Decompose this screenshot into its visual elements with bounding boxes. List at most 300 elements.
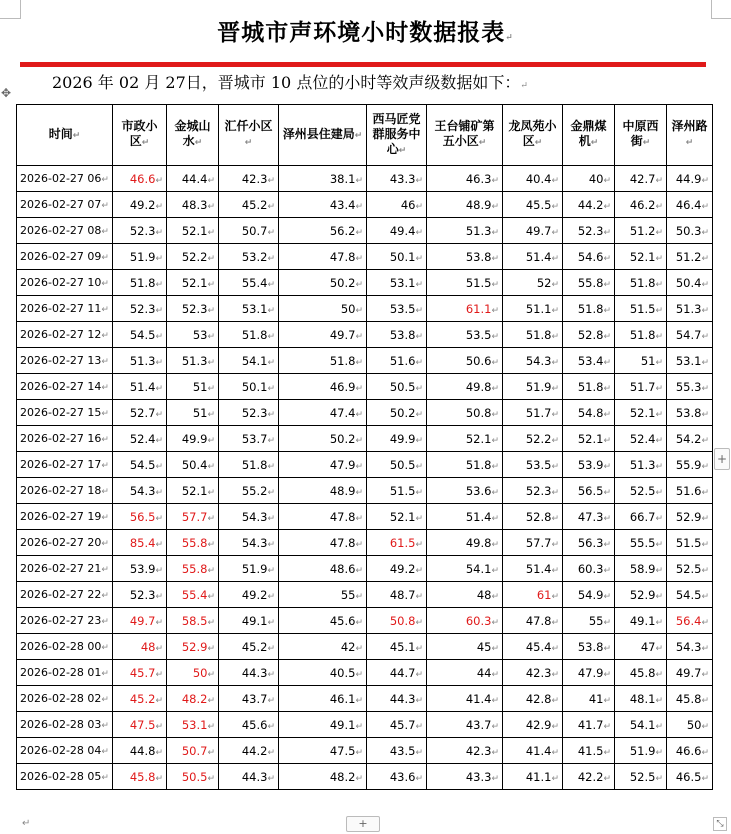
- value-text: 51.8: [629, 275, 656, 290]
- value-cell: [563, 426, 615, 452]
- value-text: 42.3: [465, 743, 492, 758]
- value-cell: [219, 374, 279, 400]
- value-cell: [219, 244, 279, 270]
- value-cell: [563, 244, 615, 270]
- value-cell: [667, 218, 713, 244]
- time-cell: [17, 634, 113, 660]
- value-cell: [367, 738, 427, 764]
- value-cell: [279, 504, 367, 530]
- paragraph-mark-icon: ↵: [603, 513, 611, 524]
- paragraph-mark-icon: ↵: [355, 305, 363, 316]
- value-text: 51.3: [629, 457, 656, 472]
- value-cell: [427, 426, 503, 452]
- paragraph-mark-icon: ↵: [207, 513, 215, 524]
- value-text: 55: [588, 613, 604, 628]
- paragraph-mark-icon: ↵: [603, 669, 611, 680]
- value-cell: [563, 556, 615, 582]
- value-text: 52.3: [129, 223, 156, 238]
- value-text: 51.4: [525, 561, 552, 576]
- paragraph-mark-icon: ↵: [355, 383, 363, 394]
- paragraph-mark-icon: ↵: [655, 409, 663, 420]
- paragraph-mark-icon: ↵: [415, 721, 423, 732]
- value-text: 61: [536, 587, 552, 602]
- column-header: [615, 105, 667, 166]
- value-cell: [615, 452, 667, 478]
- time-value: 2026-02-27 11: [20, 302, 102, 315]
- paragraph-mark-icon: ↵: [415, 513, 423, 524]
- paragraph-mark-icon: ↵: [551, 591, 559, 602]
- value-cell: [503, 244, 563, 270]
- value-text: 55.8: [577, 275, 604, 290]
- value-cell: [563, 764, 615, 790]
- paragraph-mark-icon: ↵: [207, 773, 215, 784]
- time-cell: [17, 426, 113, 452]
- paragraph-mark-icon: ↵: [207, 279, 215, 290]
- value-cell: [427, 738, 503, 764]
- value-cell: [615, 270, 667, 296]
- value-text: 50.7: [241, 223, 268, 238]
- paragraph-mark-icon: ↵: [155, 721, 163, 732]
- value-text: 52.7: [129, 405, 156, 420]
- value-cell: [279, 660, 367, 686]
- paragraph-mark-icon: ↵: [101, 565, 109, 575]
- paragraph-mark-icon: ↵: [551, 357, 559, 368]
- value-text: 48.7: [389, 587, 416, 602]
- value-text: 55.5: [629, 535, 656, 550]
- paragraph-mark-icon: ↵: [655, 435, 663, 446]
- paragraph-mark-icon: ↵: [551, 201, 559, 212]
- value-cell: [367, 322, 427, 348]
- value-cell: [503, 218, 563, 244]
- paragraph-mark-icon: ↵: [155, 591, 163, 602]
- value-text: 42.3: [525, 665, 552, 680]
- value-cell: [427, 166, 503, 192]
- time-cell: [17, 608, 113, 634]
- table-row: [17, 452, 713, 478]
- paragraph-mark-icon: ↵: [655, 201, 663, 212]
- paragraph-mark-icon: ↵: [267, 357, 275, 368]
- value-cell: [615, 322, 667, 348]
- value-text: 50.8: [465, 405, 492, 420]
- table-resize-handle-icon[interactable]: ⤡: [713, 817, 727, 831]
- value-text: 49.8: [465, 379, 492, 394]
- value-cell: [167, 270, 219, 296]
- value-cell: [563, 322, 615, 348]
- value-text: 49.7: [675, 665, 702, 680]
- value-text: 47.8: [525, 613, 552, 628]
- paragraph-mark-icon: ↵: [267, 409, 275, 420]
- paragraph-mark-icon: ↵: [207, 253, 215, 264]
- paragraph-mark-icon: ↵: [267, 305, 275, 316]
- value-text: 85.4: [129, 535, 156, 550]
- paragraph-mark-icon: ↵: [355, 513, 363, 524]
- paragraph-mark-icon: ↵: [355, 591, 363, 602]
- paragraph-mark-icon: ↵: [155, 305, 163, 316]
- value-cell: [167, 660, 219, 686]
- value-text: 53.8: [577, 639, 604, 654]
- paragraph-mark-icon: ↵: [491, 539, 499, 550]
- value-text: 46.6: [675, 743, 702, 758]
- value-text: 51.9: [629, 743, 656, 758]
- value-cell: [367, 166, 427, 192]
- paragraph-mark-icon: ↵: [415, 591, 423, 602]
- value-text: 46.3: [465, 171, 492, 186]
- paragraph-mark-icon: ↵: [267, 721, 275, 732]
- paragraph-mark-icon: ↵: [267, 539, 275, 550]
- value-cell: [503, 764, 563, 790]
- paragraph-mark-icon: ↵: [655, 695, 663, 706]
- value-text: 47.5: [129, 717, 156, 732]
- value-cell: [503, 192, 563, 218]
- value-cell: [503, 686, 563, 712]
- paragraph-mark-icon: ↵: [267, 513, 275, 524]
- value-cell: [167, 504, 219, 530]
- value-text: 52.5: [675, 561, 702, 576]
- value-text: 50.2: [329, 431, 356, 446]
- paragraph-mark-icon: ↵: [72, 130, 81, 141]
- value-cell: [667, 634, 713, 660]
- paragraph-mark-icon: ↵: [551, 227, 559, 238]
- paragraph-mark-icon: ↵: [603, 253, 611, 264]
- paragraph-mark-icon: ↵: [415, 643, 423, 654]
- paragraph-mark-icon: ↵: [655, 227, 663, 238]
- value-cell: [667, 348, 713, 374]
- value-text: 51.8: [525, 327, 552, 342]
- value-text: 53.6: [465, 483, 492, 498]
- value-cell: [219, 712, 279, 738]
- value-text: 45.8: [675, 691, 702, 706]
- paragraph-mark-icon: ↵: [155, 279, 163, 290]
- value-text: 38.1: [329, 171, 356, 186]
- title-red-rule: [20, 62, 706, 67]
- value-cell: [367, 608, 427, 634]
- paragraph-mark-icon: ↵: [603, 227, 611, 238]
- paragraph-mark-icon: ↵: [642, 138, 651, 148]
- paragraph-mark-icon: ↵: [603, 643, 611, 654]
- value-cell: [427, 322, 503, 348]
- value-text: 56.3: [577, 535, 604, 550]
- value-cell: [503, 660, 563, 686]
- value-cell: [279, 218, 367, 244]
- time-value: 2026-02-27 12: [20, 328, 102, 341]
- value-cell: [667, 582, 713, 608]
- value-text: 51.5: [389, 483, 416, 498]
- paragraph-mark-icon: ↵: [155, 747, 163, 758]
- value-cell: [219, 400, 279, 426]
- value-cell: [219, 530, 279, 556]
- value-cell: [113, 374, 167, 400]
- column-header-label: 金鼎煤机: [570, 119, 607, 148]
- value-cell: [279, 192, 367, 218]
- value-text: 45.1: [389, 639, 416, 654]
- value-cell: [367, 530, 427, 556]
- paragraph-mark-icon: ↵: [655, 773, 663, 784]
- time-cell: [17, 738, 113, 764]
- paragraph-mark-icon: ↵: [701, 487, 709, 498]
- paragraph-mark-icon: ↵: [551, 773, 559, 784]
- value-cell: [113, 192, 167, 218]
- value-text: 55.4: [181, 587, 208, 602]
- value-cell: [367, 452, 427, 478]
- paragraph-mark-icon: ↵: [491, 383, 499, 394]
- value-cell: [615, 348, 667, 374]
- time-value: 2026-02-27 18: [20, 484, 102, 497]
- value-cell: [113, 712, 167, 738]
- paragraph-mark-icon: ↵: [603, 305, 611, 316]
- value-cell: [113, 426, 167, 452]
- value-cell: [503, 504, 563, 530]
- value-text: 43.7: [241, 691, 268, 706]
- value-cell: [167, 452, 219, 478]
- table-row: [17, 764, 713, 790]
- value-text: 50: [192, 665, 208, 680]
- paragraph-mark-icon: ↵: [478, 138, 487, 148]
- value-text: 50: [686, 717, 702, 732]
- value-text: 51.9: [525, 379, 552, 394]
- paragraph-mark-icon: ↵: [415, 253, 423, 264]
- add-column-handle-icon[interactable]: +: [714, 448, 730, 470]
- value-cell: [219, 348, 279, 374]
- value-text: 48.2: [329, 769, 356, 784]
- paragraph-mark-icon: ↵: [155, 643, 163, 654]
- value-cell: [427, 504, 503, 530]
- paragraph-mark-icon: ↵: [355, 201, 363, 212]
- table-row: [17, 296, 713, 322]
- paragraph-mark-icon: ↵: [355, 747, 363, 758]
- value-cell: [615, 660, 667, 686]
- table-row: [17, 478, 713, 504]
- paragraph-mark-icon: ↵: [701, 539, 709, 550]
- value-text: 53.9: [577, 457, 604, 472]
- paragraph-mark-icon: ↵: [603, 773, 611, 784]
- paragraph-mark-icon: ↵: [101, 487, 109, 497]
- value-cell: [427, 686, 503, 712]
- paragraph-mark-icon: ↵: [603, 435, 611, 446]
- value-cell: [615, 426, 667, 452]
- value-text: 54.3: [241, 535, 268, 550]
- value-cell: [219, 634, 279, 660]
- paragraph-mark-icon: ↵: [603, 487, 611, 498]
- value-text: 45.7: [129, 665, 156, 680]
- paragraph-mark-icon: ↵: [655, 461, 663, 472]
- value-text: 55.8: [181, 561, 208, 576]
- value-cell: [615, 582, 667, 608]
- paragraph-mark-icon: ↵: [701, 175, 709, 186]
- value-cell: [113, 634, 167, 660]
- paragraph-mark-icon: ↵: [701, 643, 709, 654]
- value-cell: [667, 556, 713, 582]
- value-text: 47.9: [577, 665, 604, 680]
- paragraph-mark-icon: ↵: [355, 279, 363, 290]
- paragraph-mark-icon: ↵: [207, 461, 215, 472]
- paragraph-mark-icon: ↵: [267, 253, 275, 264]
- value-cell: [279, 712, 367, 738]
- value-text: 52.1: [181, 223, 208, 238]
- column-header: [503, 105, 563, 166]
- value-cell: [219, 166, 279, 192]
- value-text: 51.6: [389, 353, 416, 368]
- value-cell: [367, 348, 427, 374]
- table-row: [17, 270, 713, 296]
- value-text: 43.5: [389, 743, 416, 758]
- value-text: 55.2: [241, 483, 268, 498]
- paragraph-mark-icon: ↵: [244, 138, 253, 148]
- value-text: 41.5: [577, 743, 604, 758]
- paragraph-mark-icon: ↵: [701, 435, 709, 446]
- value-cell: [167, 686, 219, 712]
- paragraph-mark-icon: ↵: [701, 357, 709, 368]
- paragraph-mark-icon: ↵: [355, 461, 363, 472]
- paragraph-mark-icon: ↵: [355, 357, 363, 368]
- value-cell: [167, 556, 219, 582]
- value-text: 54.2: [675, 431, 702, 446]
- value-cell: [219, 478, 279, 504]
- value-text: 43.3: [465, 769, 492, 784]
- paragraph-mark-icon: ↵: [491, 487, 499, 498]
- paragraph-mark-icon: ↵: [655, 487, 663, 498]
- value-text: 49.1: [629, 613, 656, 628]
- value-text: 41.7: [577, 717, 604, 732]
- value-cell: [367, 556, 427, 582]
- time-value: 2026-02-27 22: [20, 588, 102, 601]
- value-text: 52.4: [629, 431, 656, 446]
- value-text: 45.4: [525, 639, 552, 654]
- paragraph-mark-icon: ↵: [415, 357, 423, 368]
- value-cell: [279, 348, 367, 374]
- value-text: 49.8: [465, 535, 492, 550]
- value-text: 42.9: [525, 717, 552, 732]
- time-value: 2026-02-27 09: [20, 250, 102, 263]
- value-text: 52.3: [181, 301, 208, 316]
- time-cell: [17, 244, 113, 270]
- value-cell: [427, 400, 503, 426]
- value-cell: [563, 452, 615, 478]
- paragraph-mark-icon: ↵: [415, 279, 423, 290]
- time-value: 2026-02-27 19: [20, 510, 102, 523]
- paragraph-mark-icon: ↵: [101, 539, 109, 549]
- paragraph-mark-icon: ↵: [267, 565, 275, 576]
- value-text: 49.7: [525, 223, 552, 238]
- value-text: 48.2: [181, 691, 208, 706]
- noise-data-table: [16, 104, 713, 790]
- paragraph-mark-icon: ↵: [655, 383, 663, 394]
- table-row: [17, 244, 713, 270]
- paragraph-mark-icon: ↵: [603, 565, 611, 576]
- time-value: 2026-02-27 06: [20, 172, 102, 185]
- value-text: 52.5: [629, 483, 656, 498]
- paragraph-mark-icon: ↵: [415, 305, 423, 316]
- value-text: 60.3: [577, 561, 604, 576]
- paragraph-mark-icon: ↵: [415, 409, 423, 420]
- paragraph-mark-icon: ↵: [155, 357, 163, 368]
- paragraph-mark-icon: ↵: [155, 617, 163, 628]
- value-text: 46.6: [129, 171, 156, 186]
- paragraph-mark-icon: ↵: [101, 201, 109, 211]
- value-text: 54.1: [465, 561, 492, 576]
- paragraph-mark-icon: ↵: [355, 331, 363, 342]
- value-cell: [167, 738, 219, 764]
- paragraph-mark-icon: ↵: [207, 669, 215, 680]
- paragraph-mark-icon: ↵: [701, 513, 709, 524]
- time-value: 2026-02-27 15: [20, 406, 102, 419]
- paragraph-mark-icon: ↵: [267, 435, 275, 446]
- table-move-handle-icon[interactable]: ✥: [1, 86, 12, 100]
- paragraph-mark-icon: ↵: [701, 721, 709, 732]
- value-text: 56.5: [577, 483, 604, 498]
- paragraph-mark-icon: ↵: [491, 773, 499, 784]
- value-text: 61.5: [389, 535, 416, 550]
- paragraph-mark-icon: ↵: [603, 279, 611, 290]
- paragraph-mark-icon: ↵: [491, 643, 499, 654]
- value-text: 44.3: [241, 665, 268, 680]
- paragraph-mark-icon: ↵: [551, 669, 559, 680]
- value-text: 54.9: [577, 587, 604, 602]
- paragraph-mark-icon: ↵: [551, 409, 559, 420]
- value-cell: [503, 166, 563, 192]
- value-text: 41: [588, 691, 604, 706]
- value-text: 54.3: [675, 639, 702, 654]
- value-text: 47.3: [577, 509, 604, 524]
- value-text: 42.2: [577, 769, 604, 784]
- value-cell: [667, 374, 713, 400]
- paragraph-mark-icon: ↵: [655, 669, 663, 680]
- value-cell: [667, 322, 713, 348]
- value-cell: [279, 426, 367, 452]
- paragraph-mark-icon: ↵: [194, 138, 203, 148]
- value-cell: [219, 556, 279, 582]
- paragraph-mark-icon: ↵: [267, 331, 275, 342]
- value-cell: [563, 686, 615, 712]
- time-value: 2026-02-27 10: [20, 276, 102, 289]
- paragraph-mark-icon: ↵: [267, 383, 275, 394]
- paragraph-mark-icon: ↵: [155, 201, 163, 212]
- value-text: 51.8: [577, 379, 604, 394]
- value-text: 51.2: [629, 223, 656, 238]
- paragraph-mark-icon: ↵: [701, 461, 709, 472]
- value-cell: [615, 192, 667, 218]
- time-value: 2026-02-28 03: [20, 718, 102, 731]
- paragraph-mark-icon: ↵: [101, 669, 109, 679]
- value-text: 51.5: [675, 535, 702, 550]
- paragraph-mark-icon: ↵: [207, 695, 215, 706]
- value-cell: [279, 634, 367, 660]
- paragraph-mark-icon: ↵: [267, 201, 275, 212]
- value-cell: [367, 686, 427, 712]
- time-cell: [17, 686, 113, 712]
- value-cell: [563, 634, 615, 660]
- value-cell: [167, 764, 219, 790]
- value-cell: [427, 608, 503, 634]
- value-text: 40.4: [525, 171, 552, 186]
- value-cell: [367, 426, 427, 452]
- value-text: 50.8: [389, 613, 416, 628]
- value-cell: [167, 582, 219, 608]
- value-text: 44.4: [181, 171, 208, 186]
- paragraph-mark-icon: ↵: [701, 591, 709, 602]
- paragraph-mark-icon: ↵: [207, 305, 215, 316]
- paragraph-mark-icon: ↵: [155, 227, 163, 238]
- value-cell: [367, 374, 427, 400]
- value-cell: [219, 504, 279, 530]
- value-cell: [113, 348, 167, 374]
- paragraph-mark-icon: ↵: [355, 669, 363, 680]
- value-text: 45.2: [241, 639, 268, 654]
- paragraph-mark-icon: ↵: [603, 409, 611, 420]
- value-text: 52.3: [525, 483, 552, 498]
- value-text: 51.8: [241, 327, 268, 342]
- table-row: [17, 660, 713, 686]
- add-row-handle-icon[interactable]: +: [346, 816, 380, 832]
